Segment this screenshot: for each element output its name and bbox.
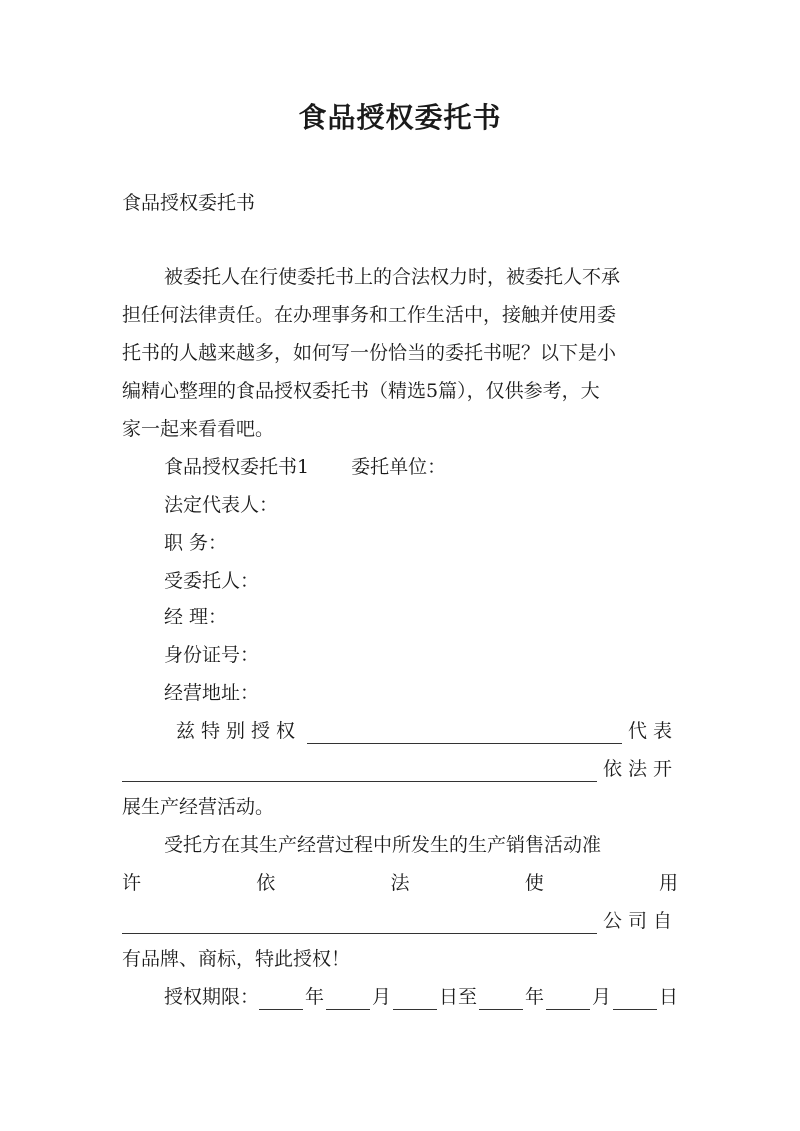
- blank-company-name[interactable]: [122, 761, 597, 782]
- authorize-line-2: [122, 756, 678, 782]
- permit-line-4: 有品牌、商标，特此授权！: [122, 948, 351, 970]
- blank-end-day[interactable]: [613, 989, 657, 1010]
- period-unit-5: 月: [592, 986, 612, 1008]
- blank-start-year[interactable]: [259, 989, 303, 1010]
- field-position: 职 务：: [164, 532, 228, 554]
- blank-start-day[interactable]: [393, 989, 437, 1010]
- period-unit-2: 月: [372, 986, 392, 1008]
- intro-line-4: 编精心整理的食品授权委托书（精选5篇），仅供参考，大: [122, 380, 600, 402]
- permit-word-2: 依: [256, 872, 276, 894]
- permit-word-1: 许: [122, 872, 142, 894]
- entrusting-unit-label: 委托单位：: [351, 456, 447, 478]
- field-trustee: 受委托人：: [164, 570, 260, 592]
- intro-line-3: 托书的人越来越多，如何写一份恰当的委托书呢？以下是小: [122, 342, 617, 364]
- permit-line-2: [122, 870, 678, 896]
- field-id-number: 身份证号：: [164, 644, 260, 666]
- field-business-address: 经营地址：: [164, 682, 260, 704]
- period-unit-1: 年: [305, 986, 325, 1008]
- blank-end-month[interactable]: [546, 989, 590, 1010]
- blank-end-year[interactable]: [479, 989, 523, 1010]
- authorize-line2-suffix: 依法开: [602, 758, 678, 780]
- intro-line-5: 家一起来看看吧。: [122, 418, 275, 440]
- blank-authorized-party[interactable]: [307, 723, 622, 744]
- section-heading: 食品授权委托书1: [164, 456, 310, 478]
- authorize-prefix: 兹特别授权: [176, 720, 302, 742]
- intro-line-1: 被委托人在行使委托书上的合法权力时，被委托人不承: [164, 266, 621, 288]
- period-unit-3: 日至: [439, 986, 478, 1008]
- permit-line3-suffix: 公司自: [602, 910, 678, 932]
- period-unit-6: 日: [659, 986, 679, 1008]
- permit-word-5: 用: [658, 872, 678, 894]
- blank-brand-company[interactable]: [122, 913, 597, 934]
- section-heading-row: [164, 454, 678, 480]
- intro-line-2: 担任何法律责任。在办理事务和工作生活中，接触并使用委: [122, 304, 617, 326]
- period-label: 授权期限：: [164, 986, 260, 1008]
- authorization-period-row: [164, 984, 678, 1010]
- document-title: 食品授权委托书: [298, 101, 502, 134]
- authorize-suffix: 代表: [627, 720, 678, 742]
- blank-start-month[interactable]: [326, 989, 370, 1010]
- field-manager: 经 理：: [164, 606, 228, 628]
- subtitle: 食品授权委托书: [122, 192, 256, 214]
- authorize-line-3: 展生产经营活动。: [122, 796, 275, 818]
- permit-line-3: [122, 908, 678, 934]
- permit-word-4: 使: [524, 872, 544, 894]
- period-unit-4: 年: [525, 986, 545, 1008]
- authorize-line-1: [176, 718, 678, 744]
- permit-line-1: 受托方在其生产经营过程中所发生的生产销售活动准: [164, 834, 602, 856]
- field-legal-representative: 法定代表人：: [164, 494, 279, 516]
- permit-word-3: 法: [390, 872, 410, 894]
